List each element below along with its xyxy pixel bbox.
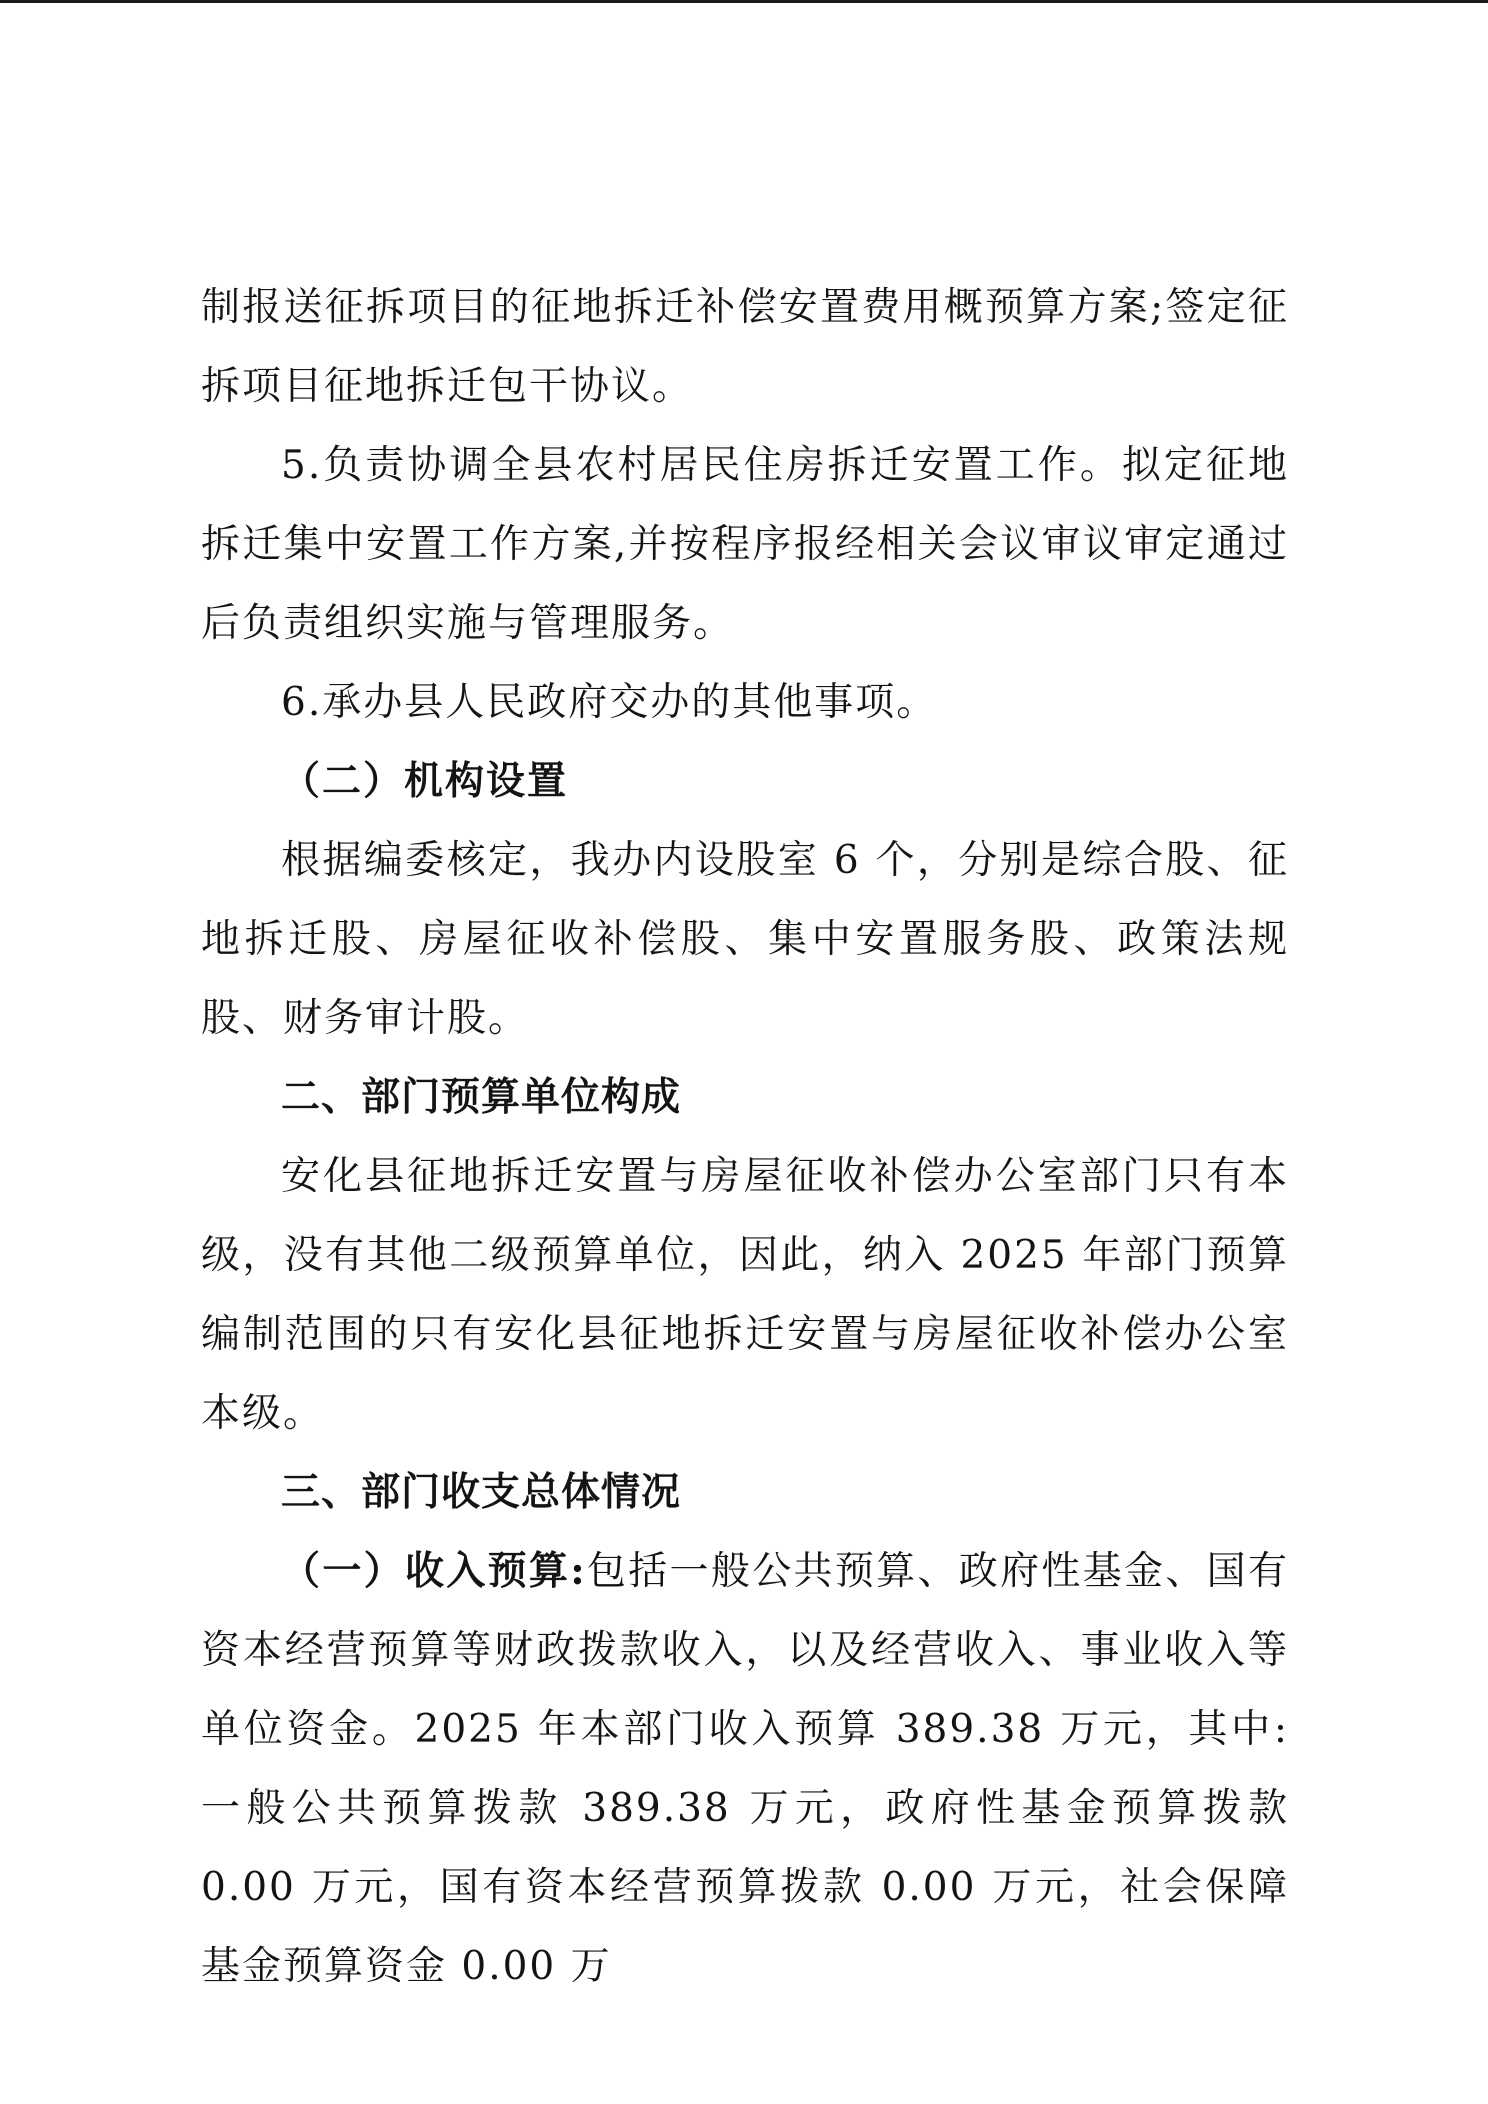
paragraph-continuation: 制报送征拆项目的征地拆迁补偿安置费用概预算方案;签定征拆项目征地拆迁包干协议。 [201, 285, 1289, 409]
revenue-budget-body: 包括一般公共预算、政府性基金、国有资本经营预算等财政拨款收入，以及经营收入、事业收入等单位资金。2025 年本部门收入预算 389.38 万元，其中: 一般公共预算拨款 389.38 万元，政府性基金预算拨款 0.00 万元，国有资本经营预算拨款 0.00 万元，社会保障基金预算资金 0.00 万 [201, 1549, 1289, 1989]
top-border-line [0, 0, 1488, 3]
paragraph-item-5: 5.负责协调全县农村居民住房拆迁安置工作。拟定征地拆迁集中安置工作方案,并按程序报经相关会议审议审定通过后负责组织实施与管理服务。 [201, 443, 1289, 646]
section-heading-revenue-expenditure: 三、部门收支总体情况 [281, 1470, 682, 1515]
paragraph-budget-units: 安化县征地拆迁安置与房屋征收补偿办公室部门只有本级，没有其他二级预算单位，因此，纳入 2025 年部门预算编制范围的只有安化县征地拆迁安置与房屋征收补偿办公室本级。 [201, 1154, 1289, 1436]
revenue-budget-lead: （一）收入预算: [281, 1548, 587, 1594]
section-heading-org-structure: （二）机构设置 [281, 758, 569, 804]
paragraph-item-6: 6.承办县人民政府交办的其他事项。 [281, 680, 938, 725]
section-heading-budget-units: 二、部门预算单位构成 [281, 1075, 682, 1120]
paragraph-org-structure: 根据编委核定，我办内设股室 6 个，分别是综合股、征地拆迁股、房屋征收补偿股、集中安置服务股、政策法规股、财务审计股。 [201, 838, 1289, 1041]
document-page [201, 268, 1289, 2006]
paragraph-revenue-budget [201, 1532, 1289, 2006]
